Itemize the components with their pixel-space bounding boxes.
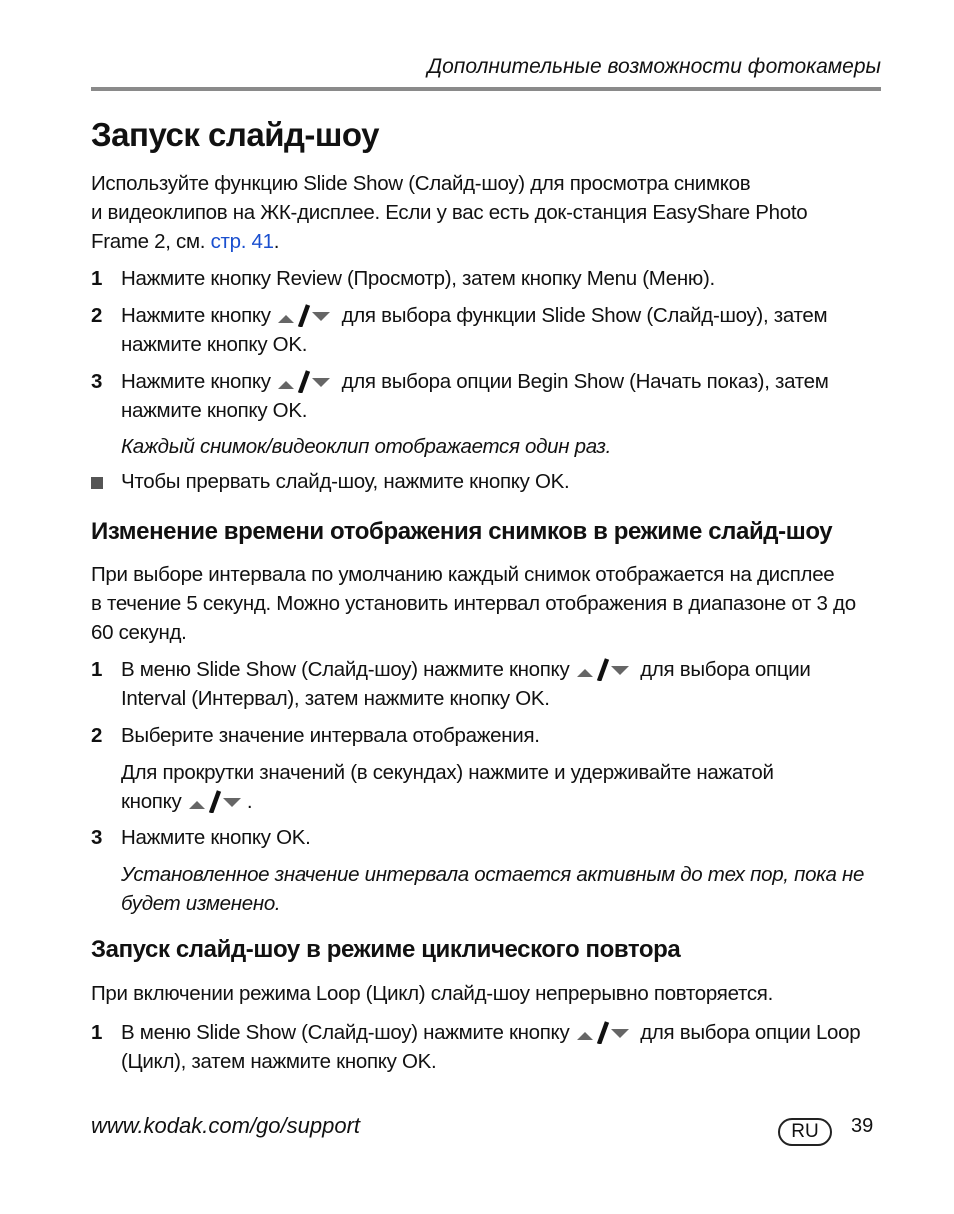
- running-header: Дополнительные возможности фотокамеры: [427, 55, 881, 78]
- intro-line: и видеоклипов на ЖК-дисплее. Если у вас есть док-станция EasyShare Photo: [91, 201, 808, 224]
- step-number: 3: [91, 826, 103, 849]
- step-number: 1: [91, 267, 103, 290]
- step-number: 2: [91, 304, 103, 327]
- step-text: Нажмите кнопку для выбора функции Slide Show (Слайд-шоу), затем нажмите кнопку OK.: [121, 304, 828, 356]
- step-number: 2: [91, 724, 103, 747]
- square-bullet-icon: [91, 477, 103, 489]
- up-down-arrow-icon: [278, 303, 334, 327]
- step-text: Выберите значение интервала отображения.: [121, 724, 540, 747]
- step-number: 1: [91, 1021, 103, 1044]
- scroll-hint: Для прокрутки значений (в секундах) нажмите и удерживайте нажатой кнопку .: [121, 761, 774, 813]
- page-link[interactable]: стр. 41: [210, 230, 274, 253]
- intro-line: в течение 5 секунд. Можно установить интервал отображения в диапазоне от 3 до: [91, 592, 856, 615]
- step-text: Нажмите кнопку OK.: [121, 826, 311, 849]
- intro-line: 60 секунд.: [91, 621, 187, 644]
- step-text: Нажмите кнопку для выбора опции Begin Show (Начать показ), затем нажмите кнопку OK.: [121, 370, 829, 422]
- up-down-arrow-icon: [577, 657, 633, 681]
- intro-line: Используйте функцию Slide Show (Слайд-шоу) для просмотра снимков: [91, 172, 751, 195]
- section2-title: Изменение времени отображения снимков в режиме слайд-шоу: [91, 518, 833, 545]
- intro-line: Frame 2, см. стр. 41.: [91, 230, 280, 253]
- step-number: 3: [91, 370, 103, 393]
- up-down-arrow-icon: [189, 789, 245, 813]
- section2-note: Установленное значение интервала остается активным до тех пор, пока не будет изменено.: [121, 863, 865, 915]
- step-number: 1: [91, 658, 103, 681]
- header-rule: [91, 87, 881, 91]
- section2-intro: [91, 560, 881, 647]
- language-badge: RU: [778, 1118, 832, 1146]
- intro-line: При выборе интервала по умолчанию каждый снимок отображается на дисплее: [91, 563, 835, 586]
- page-title: Запуск слайд-шоу: [91, 116, 380, 153]
- support-url-link[interactable]: www.kodak.com/go/support: [91, 1113, 361, 1138]
- page-number: 39: [851, 1115, 874, 1137]
- section3-title: Запуск слайд-шоу в режиме циклического повтора: [91, 936, 681, 963]
- bullet-text: Чтобы прервать слайд-шоу, нажмите кнопку OK.: [121, 470, 570, 493]
- step-text: В меню Slide Show (Слайд-шоу) нажмите кнопку для выбора опции Interval (Интервал), затем нажмите кнопку OK.: [121, 658, 811, 710]
- step-text: В меню Slide Show (Слайд-шоу) нажмите кнопку для выбора опции Loop (Цикл), затем нажмите кнопку OK.: [121, 1021, 861, 1073]
- section3-intro: При включении режима Loop (Цикл) слайд-шоу непрерывно повторяется.: [91, 982, 773, 1005]
- section1-note: Каждый снимок/видеоклип отображается один раз.: [121, 435, 612, 458]
- step-text: Нажмите кнопку Review (Просмотр), затем кнопку Menu (Меню).: [121, 267, 715, 290]
- up-down-arrow-icon: [278, 369, 334, 393]
- section1-intro: [91, 169, 881, 256]
- up-down-arrow-icon: [577, 1020, 633, 1044]
